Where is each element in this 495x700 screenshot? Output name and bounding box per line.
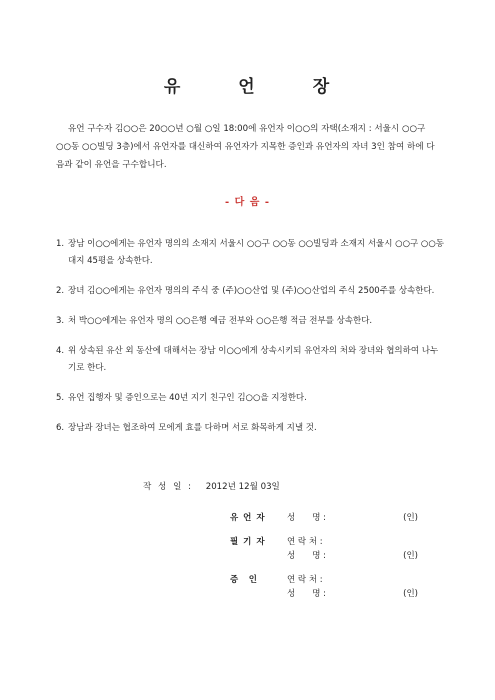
list-item: [56, 236, 446, 270]
item-number: 3.: [56, 316, 65, 326]
item-text: 위 상속된 유산 외 동산에 대해서는 장남 이○○에게 상속시키되 유언자의 처와 장녀와 협의하여 나누기로 한다.: [68, 346, 439, 373]
item-text: 유언 집행자 및 증인으로는 40년 지기 친구인 김○○을 지정한다.: [68, 393, 307, 403]
item-text: 처 박○○에게는 유언자 명의 ○○은행 예금 전부와 ○○은행 적금 전부를 상속한다.: [68, 316, 373, 326]
item-number: 4.: [56, 346, 65, 356]
title-char: 장: [312, 77, 332, 97]
date-line: [143, 480, 280, 492]
list-item: [56, 313, 446, 330]
scribe-name-label: 성 명 :: [287, 551, 326, 561]
item-text: 장남과 장녀는 협조하여 모에게 효를 다하며 서로 화목하게 지낼 것.: [68, 423, 317, 433]
scribe-seal: (인): [403, 551, 418, 561]
item-number: 6.: [56, 423, 65, 433]
testator-name-label: 성 명 :: [287, 513, 326, 523]
witness-contact-label: 연 락 처 :: [287, 575, 323, 585]
testator-role: 유 언 자: [230, 513, 266, 523]
item-text: 장녀 김○○에게는 유언자 명의의 주식 중 (주)○○산업 및 (주)○○산업의 주식 2500주를 상속한다.: [68, 286, 435, 296]
list-item: [56, 420, 446, 437]
document-title: [0, 72, 495, 97]
title-char: 언: [238, 77, 257, 97]
witness-seal: (인): [403, 589, 418, 599]
intro-paragraph: 유언 구수자 김○○은 20○○년 ○월 ○일 18:00에 유언자 이○○의 자택(소재지 : 서울시 ○○구 ○○동 ○○빌딩 3층)에서 유언자를 대신하여 유언자가 지목한 증인과 유언자의 자녀 3인 참여 하에 다음과 같이 유언을 구수합니다.: [56, 124, 435, 170]
item-number: 5.: [56, 393, 65, 403]
list-item: [56, 343, 446, 377]
will-items-list: [56, 236, 446, 450]
date-value: 2012년 12월 03일: [205, 482, 280, 492]
title-char: 유: [163, 77, 183, 97]
list-item: [56, 390, 446, 407]
witness-role: 증 인: [230, 575, 258, 585]
date-label: 작 성 일 :: [143, 482, 193, 492]
scribe-role: 필 기 자: [230, 537, 266, 547]
list-item: [56, 283, 446, 300]
witness-name-label: 성 명 :: [287, 589, 326, 599]
testator-seal: (인): [403, 513, 418, 523]
item-number: 2.: [56, 286, 65, 296]
item-number: 1.: [56, 239, 65, 249]
section-heading: - 다 음 -: [224, 197, 271, 208]
scribe-contact-label: 연 락 처 :: [287, 537, 323, 547]
item-text: 장남 이○○에게는 유언자 명의의 소재지 서울시 ○○구 ○○동 ○○빌딩과 소재지 서울시 ○○구 ○○동 대지 45평을 상속한다.: [68, 239, 444, 266]
